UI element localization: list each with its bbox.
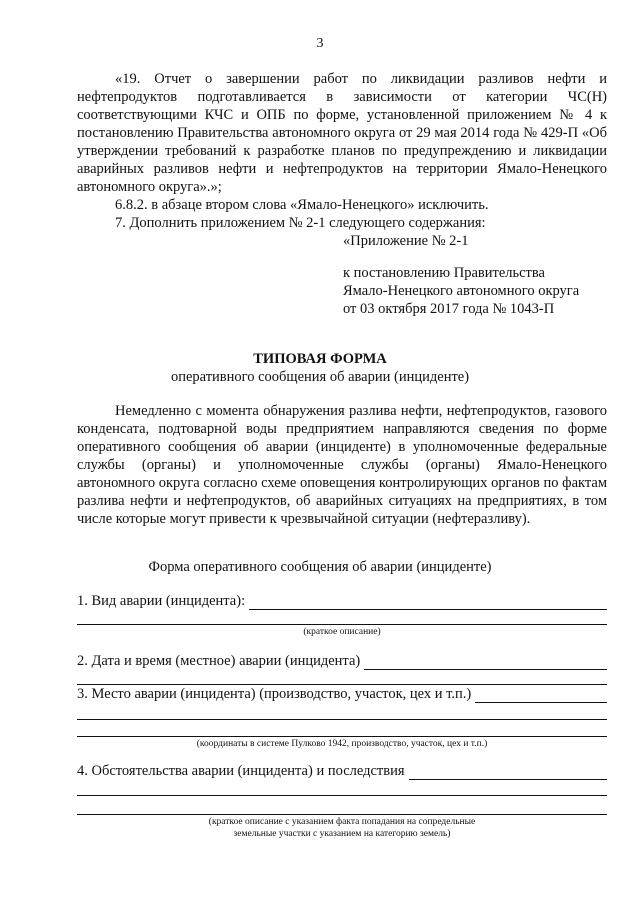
appendix-line-3: от 03 октября 2017 года № 1043-П	[343, 301, 555, 317]
paragraph-19: «19. Отчет о завершении работ по ликвидации разливов нефти и нефтепродуктов подготавливается в зависимости от категории ЧС(Н) соответствующими КЧС и ОПБ по форме, установленной приложением № 4 к постановлению Правительства автономного округа от 29 мая 2014 года № 429-П «Об утверждении требований к разработке планов по предупреждению и ликвидации аварийных разливов нефти и нефтепродуктов на территории Ямало-Ненецкого автономного округа».»;	[77, 71, 607, 195]
field-accident-type-line-2	[77, 624, 607, 625]
page-number: 3	[316, 36, 324, 51]
field-accident-type-blank[interactable]	[249, 595, 607, 610]
form-subtitle: оперативного сообщения об аварии (инциденте)	[170, 369, 470, 385]
field-location-note: (координаты в системе Пулково 1942, производство, участок, цех и т.п.)	[196, 739, 488, 749]
field-circumstances-blank[interactable]	[409, 765, 607, 780]
appendix-title: «Приложение № 2-1	[343, 233, 469, 249]
intro-paragraph: Немедленно с момента обнаружения разлива нефти, нефтепродуктов, газового конденсата, подтоварной воды предприятием направляются сведения по форме оперативного сообщения об аварии (инциденте) в уполномоченные федеральные службы (органы) и уполномоченные службы (органы) Ямало-Ненецкого автономного округа согласно схеме оповещения контролирующих органов по фактам разлива нефти и нефтепродуктов, об аварийных ситуациях на предприятиях, в том числе которые могут привести к чрезвычайной ситуации (нефтеразливу).	[77, 403, 607, 527]
field-circumstances-note-2: земельные участки с указанием на категорию земель)	[233, 829, 451, 839]
field-accident-type[interactable]	[77, 592, 607, 610]
field-circumstances-note-1: (краткое описание с указанием факта попадания на сопредельные	[208, 817, 476, 827]
field-datetime-blank[interactable]	[364, 655, 607, 670]
field-accident-type-note: (краткое описание)	[303, 627, 381, 637]
field-location-blank[interactable]	[475, 688, 607, 703]
appendix-line-1: к постановлению Правительства	[343, 265, 545, 281]
field-datetime-label: 2. Дата и время (местное) аварии (инцидента)	[77, 653, 361, 669]
field-circumstances-line-2	[77, 795, 607, 796]
appendix-line-2: Ямало-Ненецкого автономного округа	[343, 283, 580, 299]
form-title: ТИПОВАЯ ФОРМА	[253, 351, 387, 367]
item-6-8-2: 6.8.2. в абзаце втором слова «Ямало-Ненецкого» исключить.	[115, 197, 489, 213]
field-location-line-2	[77, 719, 607, 720]
field-circumstances-label: 4. Обстоятельства аварии (инцидента) и последствия	[77, 763, 405, 779]
field-circumstances-line-3	[77, 814, 607, 815]
field-datetime[interactable]	[77, 652, 607, 670]
field-location-label: 3. Место аварии (инцидента) (производство, участок, цех и т.п.)	[77, 686, 472, 702]
field-accident-type-label: 1. Вид аварии (инцидента):	[77, 593, 246, 609]
field-location[interactable]	[77, 685, 607, 703]
item-7: 7. Дополнить приложением № 2-1 следующего содержания:	[115, 215, 486, 231]
field-circumstances[interactable]	[77, 762, 607, 780]
field-location-line-3	[77, 736, 607, 737]
form-heading: Форма оперативного сообщения об аварии (инциденте)	[148, 559, 492, 575]
